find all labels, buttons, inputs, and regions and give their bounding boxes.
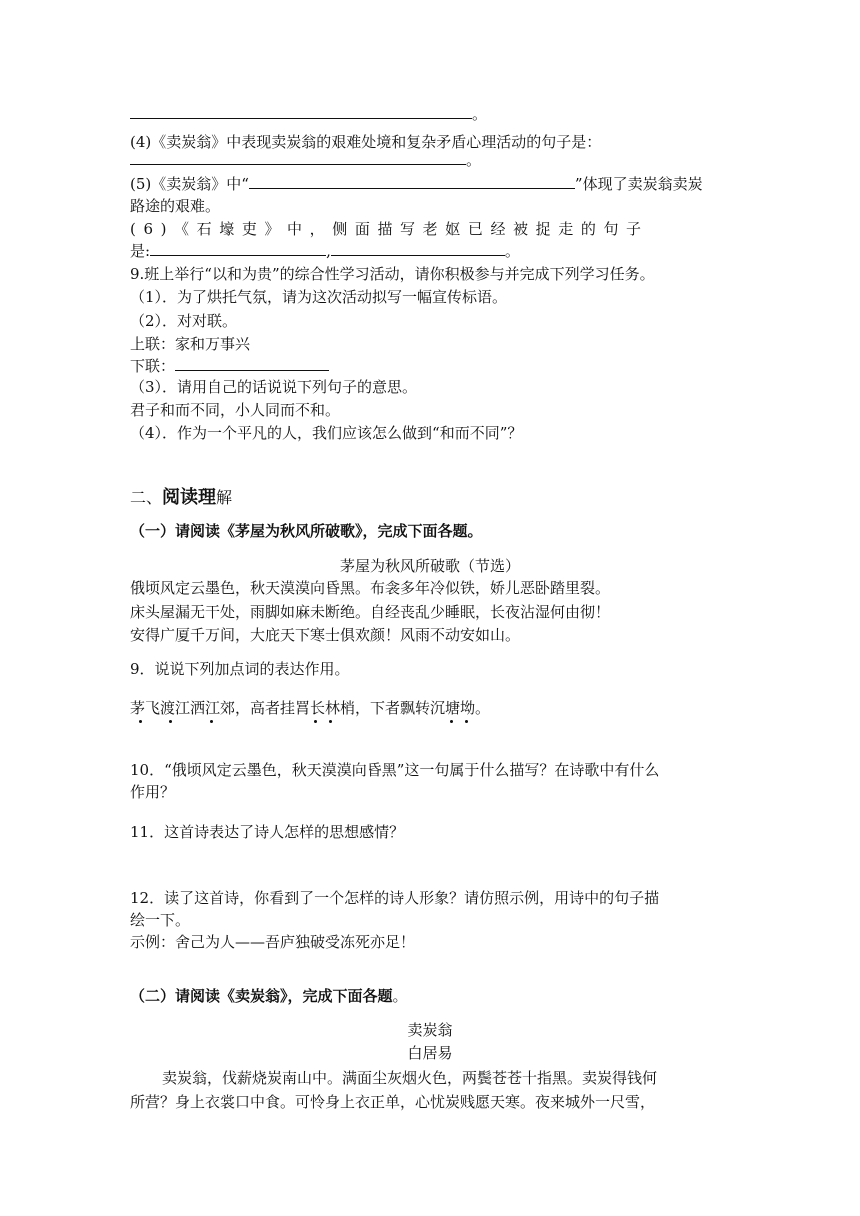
part-1-intro: （一）请阅读《茅屋为秋风所破歌》，完成下面各题。 [130,522,483,540]
emphasis-dot [450,720,453,723]
question-8-4: (4)《卖炭翁》中表现卖炭翁的艰难处境和复杂矛盾心理活动的句子是： [130,133,602,151]
upper-couplet: 上联：家和万事兴 [130,335,251,353]
poem-2-title: 卖炭翁 [407,1021,453,1039]
question-10: 10．“俄顷风定云墨色，秋天漠漠向昏黑”这一句属于什么描写？在诗歌中有什么 [130,761,660,779]
dotted-line-text: 茅飞渡江洒江郊，高者挂罥长林梢，下者飘转沉塘坳。 [130,699,491,717]
poem-line-3: 安得广厦千万间，大庇天下寒士俱欢颜！风雨不动安如山。 [130,626,521,644]
answer-blank[interactable] [249,174,575,189]
emphasis-dot [210,720,213,723]
question-8-6-cont: 是: , 。 [130,242,520,260]
answer-blank[interactable] [130,104,472,119]
lower-couplet: 下联： [130,356,329,376]
poem-2-line-2: 所营？身上衣裳口中食。可怜身上衣正单，心忧炭贱愿天寒。夜来城外一尺雪， [130,1093,656,1111]
poem-title: 茅屋为秋风所破歌（节选） [339,557,520,575]
question-9-task-2: （2）．对对联。 [130,312,238,330]
answer-blank[interactable] [130,150,466,165]
emphasis-dot [169,720,172,723]
answer-blank[interactable] [331,241,505,256]
answer-line-3: 。 [130,104,487,124]
answer-line-4: 。 [130,150,481,170]
question-9-task-4: （4）．作为一个平凡的人，我们应该怎么做到“和而不同”？ [130,424,523,442]
question-12-cont: 绘一下。 [130,911,191,929]
question-8-6: (6)《石壕吏》中，侧面描写老妪已经被捉走的句子 [130,220,649,238]
question-9-task-3: （3）．请用自己的话说说下列句子的意思。 [130,378,418,396]
question-10-cont: 作用？ [130,783,176,801]
poem-line-1: 俄顷风定云墨色，秋天漠漠向昏黑。布衾多年冷似铁，娇儿恶卧踏里裂。 [130,579,611,597]
question-8-5: (5)《卖炭翁》中“ ”体现了卖炭翁卖炭 [130,175,703,193]
question-12: 12．读了这首诗，你看到了一个怎样的诗人形象？请仿照示例，用诗中的句子描 [130,889,660,907]
answer-blank[interactable] [150,241,326,256]
poem-2-line-1: 卖炭翁，伐薪烧炭南山中。满面尘灰烟火色，两鬓苍苍十指黑。卖炭得钱何 [162,1069,658,1087]
emphasis-dot [139,720,142,723]
answer-blank[interactable] [175,356,329,371]
emphasis-dot [465,720,468,723]
question-9-dotted: 9．说说下列加点词的表达作用。 [130,660,350,678]
question-9-title: 9.班上举行“以和为贵”的综合性学习活动，请你积极参与并完成下列学习任务。 [130,265,655,283]
poem-2-author: 白居易 [407,1044,453,1062]
question-11: 11．这首诗表达了诗人怎样的思想感情？ [130,823,405,841]
emphasis-dot [314,720,317,723]
section-heading: 二、阅读理解 [130,487,233,508]
question-8-5-cont: 路途的艰难。 [130,197,221,215]
emphasis-dot [329,720,332,723]
quote-line: 君子和而不同，小人同而不和。 [130,401,341,419]
question-9-task-1: （1）．为了烘托气氛，请为这次活动拟写一幅宣传标语。 [130,288,508,306]
poem-line-2: 床头屋漏无干处，雨脚如麻未断绝。自经丧乱少睡眠，长夜沾湿何由彻！ [130,603,611,621]
part-2-intro: （二）请阅读《卖炭翁》，完成下面各题。 [130,987,408,1005]
example-line: 示例：舍己为人——吾庐独破受冻死亦足！ [130,933,416,951]
